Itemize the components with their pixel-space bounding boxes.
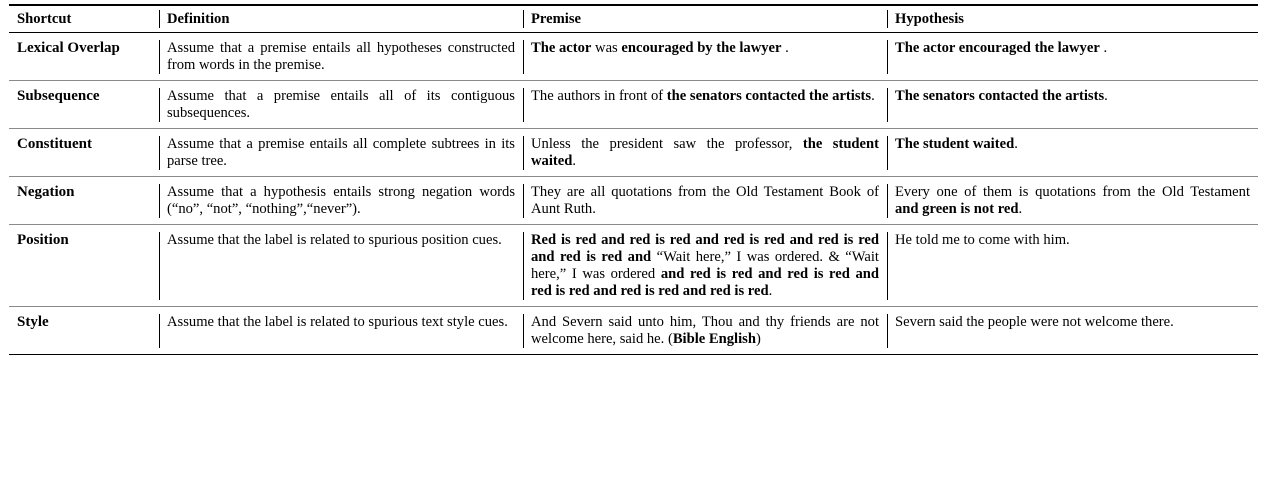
table-body (9, 33, 1258, 355)
header-definition: Definition (159, 5, 523, 33)
text-segment: was (591, 40, 622, 56)
premise-cell (523, 81, 887, 129)
text-segment: Unless the president saw the professor, (531, 136, 803, 152)
text-segment: . (1104, 88, 1108, 104)
header-hypothesis: Hypothesis (887, 5, 1258, 33)
premise-cell (523, 307, 887, 355)
shortcut-cell: Constituent (17, 136, 93, 152)
text-segment: . (1018, 201, 1023, 217)
table-row (9, 81, 1258, 129)
bold-segment: The actor encouraged the lawyer (895, 40, 1100, 56)
table-row (9, 307, 1258, 355)
bold-segment: the senators contacted the artists (666, 88, 872, 104)
text-segment: The authors in front of (531, 88, 667, 104)
header-shortcut: Shortcut (17, 11, 72, 27)
shortcut-cell: Position (17, 232, 69, 248)
bold-segment: the student waited (531, 136, 880, 169)
text-segment: . (1014, 136, 1018, 152)
text-segment: . (572, 153, 577, 169)
text-segment: They are all quotations from the Old Testament Book of Aunt Ruth. (531, 184, 879, 217)
bold-segment: The senators contacted the artists (895, 88, 1105, 104)
hypothesis-cell (887, 33, 1258, 81)
definition-cell: Assume that the label is related to spurious text style cues. (159, 307, 523, 355)
bold-segment: The student waited (895, 136, 1015, 152)
shortcut-cell: Negation (17, 184, 75, 200)
shortcut-table (9, 4, 1258, 355)
header-premise: Premise (523, 5, 887, 33)
definition-cell: Assume that a hypothesis entails strong negation words (“no”, “not”, “nothing”,“never”). (159, 177, 523, 225)
bold-segment: and red is red and red is red and red is red and red is red and red is red (531, 266, 879, 299)
text-segment: Severn said the people were not welcome there. (895, 314, 1174, 330)
text-segment: And Severn said unto him, Thou and thy friends are not welcome here, said he. ( (531, 314, 879, 347)
bold-segment: The actor (531, 40, 592, 56)
header-row (9, 5, 1258, 33)
shortcut-cell: Style (17, 314, 49, 330)
bold-segment: Red is red and red is red and red is red and red is red and red is red and (531, 232, 879, 265)
text-segment: Every one of them is quotations from the Old Testament (895, 184, 1250, 200)
premise-cell (523, 129, 887, 177)
definition-cell: Assume that a premise entails all of its contiguous subsequences. (159, 81, 523, 129)
text-segment: . (871, 88, 875, 104)
hypothesis-cell (887, 307, 1258, 355)
text-segment: “Wait here,” I was ordered. & “Wait here,” I was ordered (531, 249, 879, 282)
shortcut-cell: Lexical Overlap (17, 40, 120, 56)
premise-cell (523, 225, 887, 307)
definition-cell: Assume that a premise entails all complete subtrees in its parse tree. (159, 129, 523, 177)
hypothesis-cell (887, 225, 1258, 307)
bold-segment: Bible English (672, 331, 756, 347)
premise-cell (523, 33, 887, 81)
bold-segment: encouraged by the lawyer (621, 40, 782, 56)
text-segment: . (768, 283, 773, 299)
text-segment: . (781, 40, 789, 56)
text-segment: He told me to come with him. (895, 232, 1070, 248)
definition-cell: Assume that the label is related to spurious position cues. (159, 225, 523, 307)
table-row (9, 177, 1258, 225)
text-segment: ) (755, 331, 761, 347)
table-row (9, 33, 1258, 81)
bold-segment: and green is not red (895, 201, 1019, 217)
table-row (9, 225, 1258, 307)
shortcut-cell: Subsequence (17, 88, 100, 104)
text-segment: . (1099, 40, 1108, 56)
table-row (9, 129, 1258, 177)
hypothesis-cell (887, 129, 1258, 177)
definition-cell: Assume that a premise entails all hypotheses constructed from words in the premise. (159, 33, 523, 81)
hypothesis-cell (887, 81, 1258, 129)
hypothesis-cell (887, 177, 1258, 225)
premise-cell (523, 177, 887, 225)
